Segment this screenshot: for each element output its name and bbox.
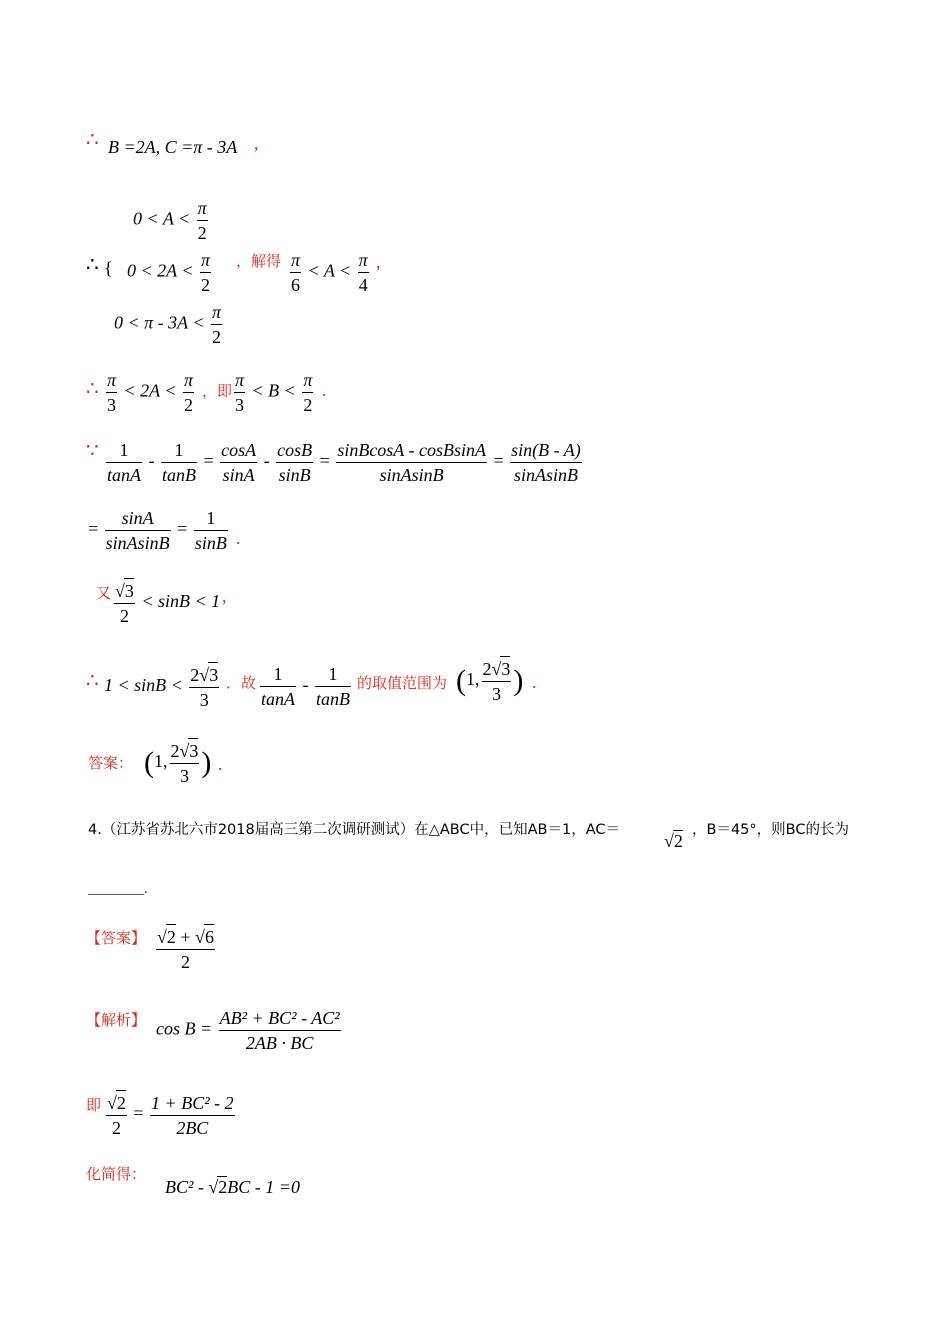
period: . (532, 672, 537, 692)
problem-4-text-2: ，B＝45°，则BC的长为 (692, 822, 849, 838)
answer-label: 【答案】 (86, 929, 147, 947)
substituted-equation: $\frac{√2}{2}$ = $\frac{\text{1 + BC² - 2}}{2BC}$ (104, 1090, 237, 1140)
comma: , (222, 586, 227, 606)
sqrt-2: √2 (664, 831, 683, 851)
system-row-1: 0 < A < $\frac{\pi}{2}$ (133, 198, 207, 243)
comma: , (254, 133, 259, 153)
range-text: 的取值范围为 (357, 674, 448, 692)
because-symbol: ∵ (86, 440, 99, 462)
pi-over-2: $\frac{\pi}{2}$ (211, 302, 222, 347)
period: . (322, 380, 327, 400)
range-b: $\frac{\pi}{3}$ < B < $\frac{\pi}{2}$ (235, 370, 313, 415)
simplified-expression: = $\frac{\sin A}{\text{sinAsinB}}$ = $\frac{1}{\sin B}$ (88, 508, 227, 553)
solve-label: ，解得 (236, 252, 282, 270)
pi-over-4: $\frac{\pi}{4}$ (358, 250, 368, 295)
solution-a-range: $\frac{\pi}{6}$ < A < $\frac{\pi}{4}$ (291, 250, 368, 295)
brace: { (104, 258, 113, 278)
period: . (218, 754, 223, 774)
pi-over-2: $\frac{\pi}{2}$ (200, 250, 210, 295)
quadratic-equation: BC² - √2BC - 1 =0 (165, 1177, 300, 1197)
problem-4-text: 4.（江苏省苏北六市2018届高三第二次调研测试）在△ABC中，已知AB＝1，AC＝ (88, 822, 621, 838)
cosine-law: cos B = $\frac{\text{AB² + BC² - AC²}}{2AB \cdot BC}$ (156, 1008, 340, 1053)
identity-expression: $\frac{1}{\tan A}$ - $\frac{1}{\tan B}$ = $\frac{\cos A}{\sin A}$ - $\frac{\cos B}{\sin B}$ = $\frac{\text{sinBcosA - cosBsinA}}{\text{sinAsinB}}$ = $\frac{\sin(B - A)}{\text{sinAsinB}}$ (107, 440, 581, 485)
pi-over-2: $\frac{\pi}{2}$ (197, 198, 207, 243)
therefore-symbol: ∴ (86, 129, 99, 151)
difference-expression: $\frac{1}{\tan A}$ - $\frac{1}{\tan B}$ (261, 664, 350, 709)
relation-b-c: B =2A, C =π - 3A (108, 137, 238, 157)
therefore-symbol: ∴ (86, 254, 99, 276)
you-label: 又 (96, 584, 112, 602)
sinb-range: $\frac{√3}{2}$ < sinB < 1 (112, 578, 220, 628)
analysis-label: 【解析】 (86, 1011, 147, 1029)
range-2a: $\frac{\pi}{3}$ < 2A < $\frac{\pi}{2}$ (107, 370, 194, 415)
answer-value: $\frac{√2 + √6}{2}$ (154, 924, 217, 974)
therefore-symbol: ∴ (86, 670, 99, 692)
result-interval: (1, $\frac{2√3}{3}$ ) (456, 656, 523, 706)
answer-interval: (1, $\frac{2√3}{3}$ ) (144, 738, 211, 788)
ji-label: ，即 (202, 382, 233, 400)
system-row-3: 0 < π - 3A < $\frac{\pi}{2}$ (114, 302, 222, 347)
pi-over-6: $\frac{\pi}{6}$ (291, 250, 301, 295)
ji-label: 即 (86, 1096, 102, 1114)
answer-blank: ________. (88, 882, 148, 897)
answer-label: 答案： (88, 754, 134, 772)
system-row-2: 0 < 2A < $\frac{\pi}{2}$ (127, 250, 210, 295)
simplify-label: 化简得： (86, 1165, 147, 1183)
sinb-upper-bound: 1 < sinB < $\frac{2√3}{3}$ (104, 662, 221, 712)
gu-label: ．故 (226, 674, 257, 692)
period: . (236, 528, 241, 548)
comma: , (376, 252, 381, 272)
therefore-symbol: ∴ (86, 378, 99, 400)
